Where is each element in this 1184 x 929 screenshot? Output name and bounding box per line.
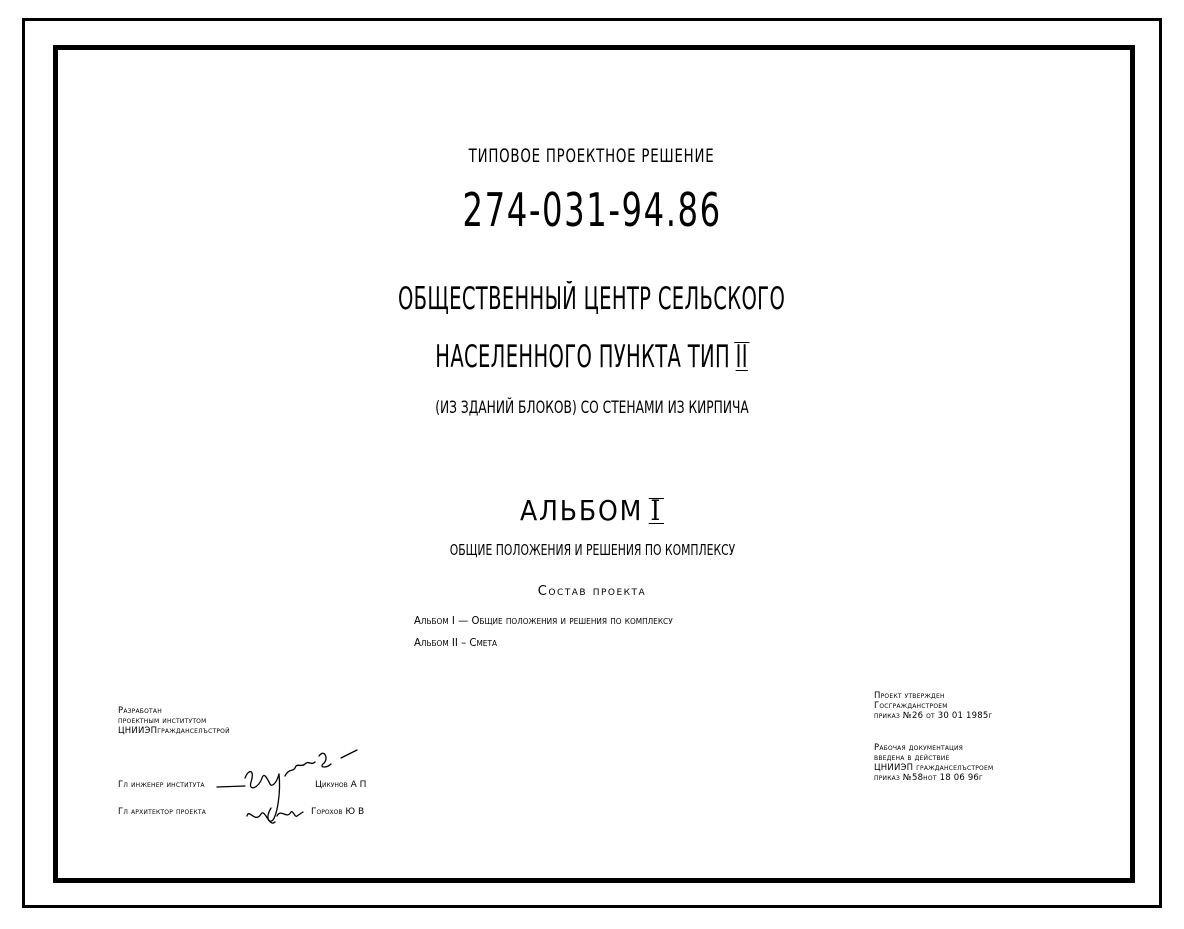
chief-engineer-role: Гл инженер института <box>118 780 205 790</box>
chief-architect-role: Гл архитектор проекта <box>118 807 207 817</box>
type-numeral: II <box>735 339 748 375</box>
approval-line: Проект утвержден <box>874 691 945 701</box>
developer-block <box>118 706 230 736</box>
composition-item: Альбом I — Общие положения и решения по комплексу <box>414 614 673 627</box>
album-subtitle: ОБЩИЕ ПОЛОЖЕНИЯ И РЕШЕНИЯ ПО КОМПЛЕКСУ <box>449 541 735 559</box>
approval-line: приказ №26 от 30 01 1985г <box>874 711 993 721</box>
working-docs-line: ЦНИИЭП гражданселъстроем <box>874 763 994 773</box>
developer-line: проектным институтом <box>118 716 207 726</box>
type-label: ТИПОВОЕ ПРОЕКТНОЕ РЕШЕНИЕ <box>469 145 715 167</box>
working-docs-line: Рабочая документация <box>874 743 964 753</box>
developer-line: Разработан <box>118 706 162 716</box>
chief-engineer-name: Цикунов А П <box>315 780 367 790</box>
album-heading: АЛЬБОМ I <box>520 494 663 527</box>
approval-block <box>874 691 992 721</box>
approval-line: Госгражданстроем <box>874 701 948 711</box>
title-subtitle: (ИЗ ЗДАНИЙ БЛОКОВ) СО СТЕНАМИ ИЗ КИРПИЧА <box>435 398 749 418</box>
working-docs-block <box>874 743 993 783</box>
signatures-image <box>215 738 385 838</box>
project-code: 274-031-94.86 <box>462 183 722 237</box>
developer-line: ЦНИИЭПгражданселъстрой <box>118 726 230 736</box>
composition-item: Альбом II – Смета <box>414 636 497 649</box>
working-docs-line: введена в действие <box>874 753 950 763</box>
composition-heading: Состав проекта <box>537 584 647 599</box>
album-numeral: I <box>650 494 663 527</box>
chief-architect-name: Горохов Ю В <box>311 807 365 817</box>
title-line-2: НАСЕЛЕННОГО ПУНКТА ТИП II <box>435 339 748 375</box>
title-line-1: ОБЩЕСТВЕННЫЙ ЦЕНТР СЕЛЬСКОГО <box>398 281 786 317</box>
working-docs-line: приказ №58нот 18 06 96г <box>874 773 983 783</box>
